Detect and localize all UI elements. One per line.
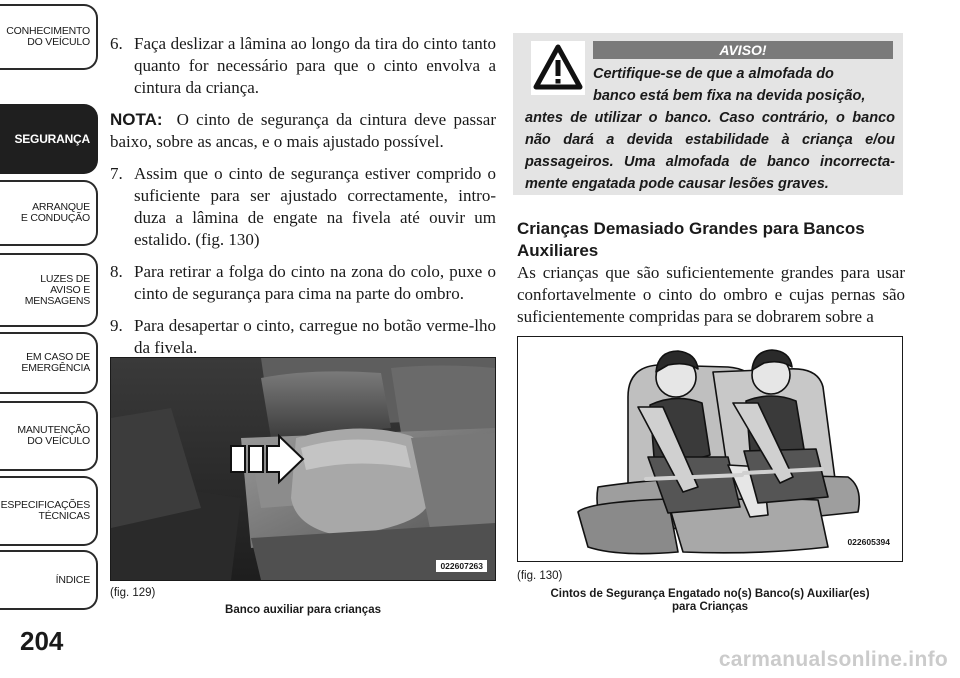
figure-children-in-boosters — [517, 336, 903, 562]
figure-ref: (fig. 129) — [110, 587, 156, 599]
left-column — [110, 33, 496, 369]
watermark: carmanualsonline.info — [718, 648, 948, 671]
tab-label: MANUTENÇÃO DO VEÍCULO — [17, 424, 90, 447]
tab-label: ESPECIFICAÇÕES TÉCNICAS — [0, 499, 90, 522]
booster-seat-image — [111, 358, 495, 580]
tab-em-caso-de-emergencia[interactable] — [0, 332, 98, 394]
warning-title: AVISO! — [593, 41, 893, 59]
figure-ref: (fig. 130) — [517, 570, 563, 582]
figure-caption: Banco auxiliar para crianças — [225, 604, 381, 616]
section-paragraph: As crianças que são suficientemente grandes para usar confortavelmente o cinto do ombro e cujas pernas são suficientemente compridas para se dobrarem sobre a — [517, 263, 905, 326]
step-number: 8. — [110, 262, 123, 281]
right-column — [517, 218, 905, 328]
warning-line: antes de utilizar o banco. Caso contrário, o banco não dará a devida estabilidade à criança e/ou passageiros. Uma almofada de banco incorrecta-mente engatada pode causar lesões graves. — [525, 110, 895, 192]
page-number: 204 — [20, 626, 64, 656]
tab-arranque-e-conducao[interactable] — [0, 180, 98, 246]
tab-label: ÍNDICE — [55, 573, 90, 586]
figure-code: 022607263 — [436, 560, 487, 572]
step-number: 6. — [110, 34, 123, 53]
figure-caption-line: Cintos de Segurança Engatado no(s) Banco(s) Auxiliar(es) — [550, 588, 870, 600]
tab-label: SEGURANÇA — [14, 131, 90, 146]
figure-caption-line: para Crianças — [671, 601, 749, 613]
tab-label: ARRANQUE E CONDUÇÃO — [20, 201, 90, 224]
figure-booster-seat-photo — [110, 357, 496, 581]
warning-line: Certifique-se de que a almofada do — [593, 66, 834, 82]
tab-especificacoes-tecnicas[interactable] — [0, 476, 98, 546]
note-paragraph — [110, 109, 496, 153]
note-text: O cinto de segurança da cintura deve passar baixo, sobre as ancas, e o mais ajustado possível. — [110, 110, 496, 151]
list-item — [110, 315, 496, 359]
step-text: Faça deslizar a lâmina ao longo da tira do cinto tanto quanto for necessário para que o cinto envolva a cintura da criança. — [134, 34, 496, 97]
tab-label: CONHECIMENTO DO VEÍCULO — [6, 25, 90, 48]
section-heading: Crianças Demasiado Grandes para Bancos Auxiliares — [517, 219, 865, 260]
step-text: Para desapertar o cinto, carregue no botão verme-lho da fivela. — [134, 316, 496, 357]
tab-label: EM CASO DE EMERGÊNCIA — [21, 351, 90, 374]
tab-indice[interactable] — [0, 550, 98, 610]
warning-line: banco está bem fixa na devida posição, — [593, 88, 866, 104]
tab-manutencao-do-veiculo[interactable] — [0, 401, 98, 471]
warning-box — [513, 33, 903, 195]
step-number: 7. — [110, 164, 123, 183]
list-item — [110, 261, 496, 305]
list-item — [110, 163, 496, 251]
tab-seguranca[interactable] — [0, 104, 98, 174]
step-number: 9. — [110, 316, 123, 335]
tab-conhecimento-do-veiculo[interactable] — [0, 4, 98, 70]
note-label: NOTA: — [110, 110, 163, 129]
step-text: Assim que o cinto de segurança estiver comprido o suficiente para ser ajustado correctamente, intro-duza a lâmina de engate na fivela até ouvir um estalido. (fig. 130) — [134, 164, 496, 249]
list-item — [110, 33, 496, 99]
figure-caption — [511, 588, 909, 614]
tab-label: LUZES DE AVISO E MENSAGENS — [24, 272, 90, 307]
children-booster-illustration — [518, 337, 902, 561]
warning-text — [525, 63, 895, 195]
tab-luzes-de-aviso[interactable] — [0, 253, 98, 327]
step-text: Para retirar a folga do cinto na zona do colo, puxe o cinto de segurança para cima na parte do ombro. — [134, 262, 496, 303]
figure-code: 022605394 — [847, 537, 890, 547]
